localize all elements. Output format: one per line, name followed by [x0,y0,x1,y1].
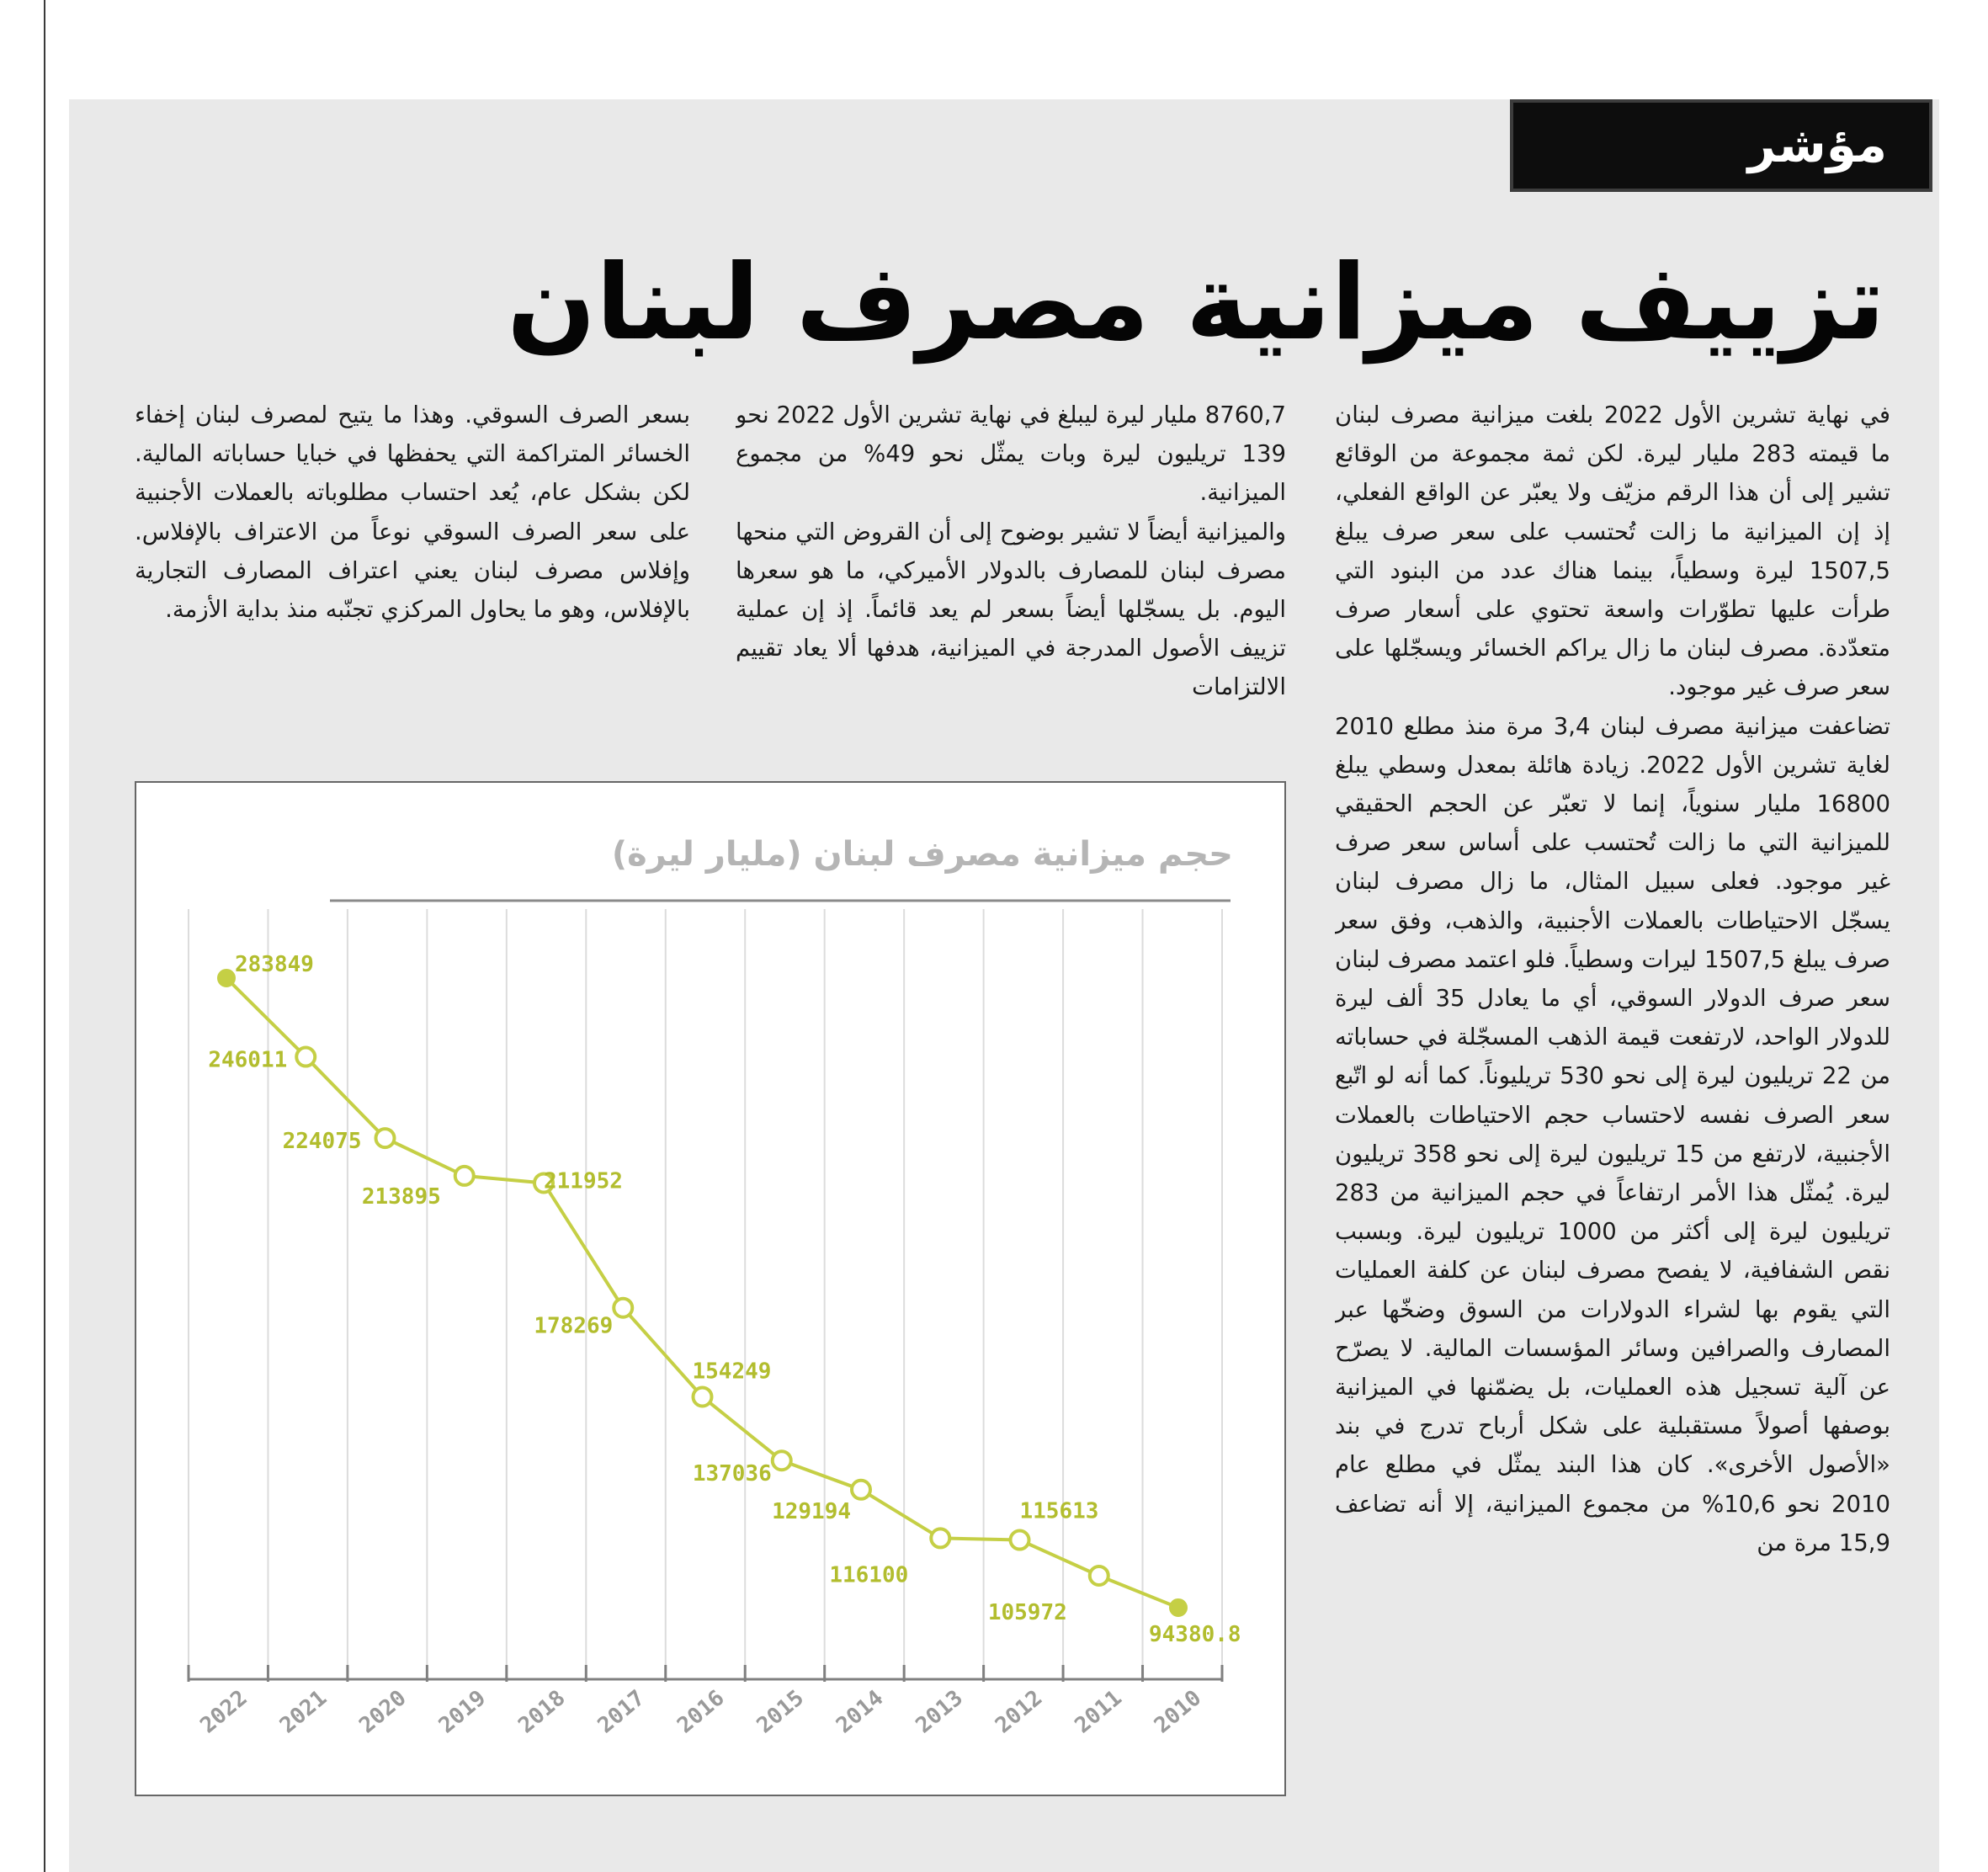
page-left-rule [44,0,45,1872]
data-point [1090,1566,1108,1585]
data-point [1011,1531,1029,1550]
data-label: 211952 [544,1168,623,1194]
data-label: 178269 [534,1313,614,1339]
x-tick-label: 2016 [672,1685,730,1739]
x-tick-label: 2015 [752,1685,809,1739]
x-tick-label: 2019 [433,1685,492,1739]
data-label: 246011 [208,1047,288,1073]
data-point [614,1299,632,1317]
budget-line-chart [136,783,1288,1798]
data-label: 115613 [1019,1498,1099,1524]
data-point [455,1167,474,1185]
data-label: 116100 [829,1562,909,1588]
data-point [852,1481,870,1499]
paragraph: بسعر الصرف السوقي. وهذا ما يتيح لمصرف لبنان إخفاء الخسائر المتراكمة التي يحفظها في خبايا حساباته المالية. لكن بشكل عام، يُعد احتساب مطلوباته بالعملات الأجنبية على سعر الصرف السوقي نوعاً من الاعتراف بالإفلاس. وإفلاس مصرف لبنان يعني اعتراف المصارف التجارية بالإفلاس، وهو ما يحاول المركزي تجنّبه منذ بداية الأزمة. [135,402,690,624]
data-point [296,1048,315,1066]
article-headline: تزييف ميزانية مصرف لبنان [507,242,1885,364]
paragraph: في نهاية تشرين الأول 2022 بلغت ميزانية مصرف لبنان ما قيمته 283 مليار ليرة. لكن ثمة مجموعة من الوقائع تشير إلى أن هذا الرقم مزيّف ولا يعبّر عن الواقع الفعلي، إذ إن الميزانية ما زالت تُحتسب على سعر صرف يبلغ 1507,5 ليرة وسطياً، بينما هناك عدد من البنود التي طرأت عليها تطوّرات واسعة تحتوي على أسعار صرف متعدّدة. مصرف لبنان ما زال يراكم الخسائر ويسجّلها على سعر صرف غير موجود. [1335,402,1890,701]
data-point [1171,1600,1186,1615]
x-tick-label: 2014 [832,1685,889,1739]
x-tick-label: 2022 [195,1685,252,1739]
data-label: 129194 [772,1498,851,1524]
x-tick-label: 2012 [991,1685,1048,1739]
data-label: 283849 [235,952,314,977]
paragraph: والميزانية أيضاً لا تشير بوضوح إلى أن القروض التي منحها مصرف لبنان للمصارف بالدولار الأميركي، ما هو سعرها اليوم. بل يسجّلها أيضاً بسعر لم يعد قائماً. إذ إن عملية تزييف الأصول المدرجة في الميزانية، هدفها ألا يعاد تقييم الالتزامات [736,518,1286,701]
data-point [931,1529,949,1547]
x-tick-label: 2021 [274,1685,332,1739]
data-point [694,1387,712,1406]
chart-frame [135,781,1286,1796]
paragraph: تضاعفت ميزانية مصرف لبنان 3,4 مرة منذ مطلع 2010 لغاية تشرين الأول 2022. زيادة هائلة بمعدل وسطي يبلغ 16800 مليار سنوياً، إنما لا تعبّر عن الحجم الحقيقي للميزانية التي ما زالت تُحتسب على أساس سعر صرف غير موجود. فعلى سبيل المثال، ما زال مصرف لبنان يسجّل الاحتياطات بالعملات الأجنبية، والذهب، وفق سعر صرف يبلغ 1507,5 ليرات وسطياً. فلو اعتمد مصرف لبنان سعر صرف الدولار السوقي، أي ما يعادل 35 ألف ليرة للدولار الواحد، لارتفعت قيمة الذهب المسجّلة في حساباته من 22 تريليون ليرة إلى نحو 530 تريليوناً. كما أنه لو اتّبع سعر الصرف نفسه لاحتساب حجم الاحتياطات بالعملات الأجنبية، لارتفع من 15 تريليون ليرة إلى نحو 358 تريليون ليرة. يُمثّل هذا الأمر ارتفاعاً في حجم الميزانية من 283 تريليون ليرة إلى أكثر من 1000 تريليون ليرة. وبسبب نقص الشفافية، لا يفصح مصرف لبنان عن كلفة العمليات التي يقوم بها لشراء الدولارات من السوق وضخّها عبر المصارف والصرافين وسائر المؤسسات المالية. لا يصرّح عن آلية تسجيل هذه العمليات، بل يضمّنها في الميزانية بوصفها أصولاً مستقبلية على شكل أرباح تدرج في بند «الأصول الأخرى». كان هذا البند يمثّل في مطلع عام 2010 نحو 10,6% من مجموع الميزانية، إلا أنه تضاعف 15,9 مرة من [1335,712,1890,1556]
x-tick-label: 2017 [593,1685,651,1739]
data-point [376,1129,395,1147]
x-tick-label: 2013 [911,1685,968,1739]
x-tick-label: 2020 [354,1685,412,1739]
data-label: 224075 [282,1129,362,1155]
data-label: 154249 [692,1359,772,1385]
paragraph: 8760,7 مليار ليرة ليبلغ في نهاية تشرين الأول 2022 نحو 139 تريليون ليرة وبات يمثّل نحو 49% من مجموع الميزانية. [736,402,1286,507]
x-tick-label: 2011 [1070,1685,1127,1739]
data-point [773,1451,791,1470]
article-column-right [1335,396,1890,1843]
data-label: 213895 [361,1183,441,1210]
x-tick-label: 2018 [513,1685,571,1739]
article-column-left [135,396,690,732]
data-label: 105972 [987,1599,1067,1625]
article-column-middle [736,396,1286,732]
x-tick-label: 2010 [1149,1685,1207,1739]
section-label: مؤشر [1510,99,1932,192]
data-point [219,971,234,986]
chart-title: حجم ميزانية مصرف لبنان (مليار ليرة) [611,835,1233,874]
data-label: 137036 [692,1461,772,1487]
data-label: 94380.8 [1149,1622,1241,1647]
